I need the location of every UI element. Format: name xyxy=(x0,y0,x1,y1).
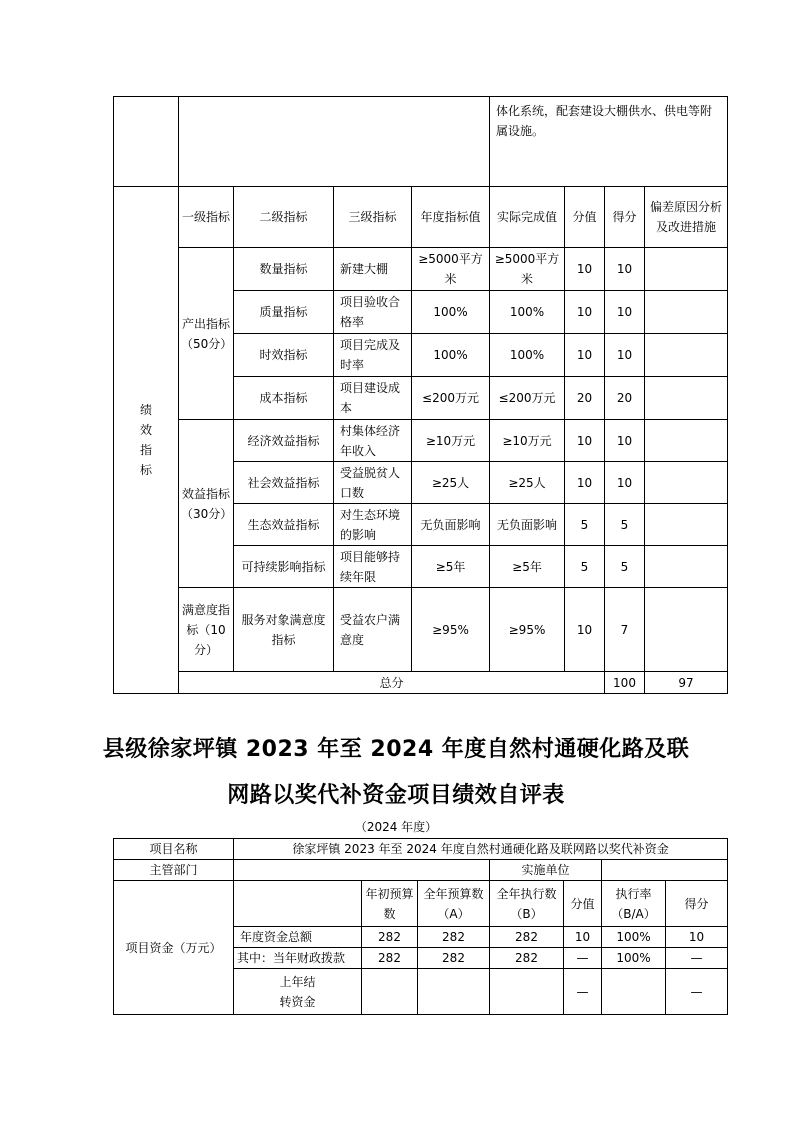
page-title-line1: 县级徐家坪镇 2023 年至 2024 年度自然村通硬化路及联 xyxy=(102,737,690,762)
value-cell xyxy=(362,969,418,1015)
note-cell xyxy=(645,504,728,546)
actual-cell: ≥95% xyxy=(490,588,565,672)
top-content-row xyxy=(114,97,728,187)
perf-label-cell: 绩效指标 xyxy=(114,187,179,694)
value-cell: 282 xyxy=(418,948,490,969)
actual-cell: ≤200万元 xyxy=(490,377,565,420)
target-cell: ≥25人 xyxy=(412,462,490,504)
got-cell: 10 xyxy=(605,462,645,504)
impl-value xyxy=(602,860,728,881)
actual-cell: ≥5000平方米 xyxy=(490,248,565,291)
actual-cell: 无负面影响 xyxy=(490,504,565,546)
actual-cell: 100% xyxy=(490,291,565,334)
project-name-row xyxy=(114,839,728,860)
fund-row-label: 上年结转资金 xyxy=(234,969,362,1015)
note-cell xyxy=(645,248,728,291)
empty-cell xyxy=(179,97,490,187)
got-cell: 10 xyxy=(605,248,645,291)
score-cell: 10 xyxy=(565,420,605,462)
top-text-cell: 体化系统，配套建设大棚供水、供电等附属设施。 xyxy=(490,97,728,187)
l2-cell: 数量指标 xyxy=(234,248,334,291)
value-cell: — xyxy=(666,969,728,1015)
dept-value xyxy=(234,860,490,881)
l3-cell: 受益农户满意度 xyxy=(334,588,412,672)
actual-cell: ≥25人 xyxy=(490,462,565,504)
target-cell: 100% xyxy=(412,291,490,334)
value-cell: 10 xyxy=(666,927,728,948)
got-cell: 10 xyxy=(605,334,645,377)
l3-cell: 项目能够持续年限 xyxy=(334,546,412,588)
actual-cell: ≥10万元 xyxy=(490,420,565,462)
header-cell: 年初预算数 xyxy=(362,881,418,927)
target-cell: ≤200万元 xyxy=(412,377,490,420)
header-row xyxy=(114,187,728,248)
score-cell: 5 xyxy=(565,546,605,588)
note-cell xyxy=(645,588,728,672)
score-cell: 10 xyxy=(565,588,605,672)
value-cell: — xyxy=(564,969,602,1015)
total-score-cell: 100 xyxy=(605,672,645,694)
table-row xyxy=(114,248,728,291)
note-cell xyxy=(645,546,728,588)
score-cell: 5 xyxy=(565,504,605,546)
value-cell xyxy=(602,969,666,1015)
target-cell: ≥5000平方米 xyxy=(412,248,490,291)
header-cell: 得分 xyxy=(605,187,645,248)
got-cell: 5 xyxy=(605,504,645,546)
l3-cell: 项目验收合格率 xyxy=(334,291,412,334)
impl-label: 实施单位 xyxy=(490,860,602,881)
target-cell: ≥10万元 xyxy=(412,420,490,462)
score-cell: 10 xyxy=(565,334,605,377)
fund-label-cell: 项目资金（万元） xyxy=(114,881,234,1015)
table-row xyxy=(114,420,728,462)
l3-cell: 项目完成及时率 xyxy=(334,334,412,377)
score-cell: 10 xyxy=(565,291,605,334)
l2-cell: 社会效益指标 xyxy=(234,462,334,504)
dept-row xyxy=(114,860,728,881)
actual-cell: 100% xyxy=(490,334,565,377)
header-cell: 偏差原因分析及改进措施 xyxy=(645,187,728,248)
got-cell: 7 xyxy=(605,588,645,672)
empty-cell xyxy=(234,881,362,927)
value-cell xyxy=(490,969,564,1015)
header-cell: 年度指标值 xyxy=(412,187,490,248)
value-cell: — xyxy=(564,948,602,969)
note-cell xyxy=(645,377,728,420)
l2-cell: 经济效益指标 xyxy=(234,420,334,462)
value-cell: 282 xyxy=(362,948,418,969)
total-row xyxy=(114,672,728,694)
header-cell: 全年执行数（B） xyxy=(490,881,564,927)
note-cell xyxy=(645,420,728,462)
total-label-cell: 总分 xyxy=(179,672,605,694)
header-cell: 全年预算数（A） xyxy=(418,881,490,927)
note-cell xyxy=(645,334,728,377)
value-cell: 282 xyxy=(490,927,564,948)
header-cell: 分值 xyxy=(564,881,602,927)
l2-cell: 时效指标 xyxy=(234,334,334,377)
target-cell: 无负面影响 xyxy=(412,504,490,546)
score-cell: 10 xyxy=(565,462,605,504)
value-cell: 100% xyxy=(602,948,666,969)
header-cell: 执行率（B/A） xyxy=(602,881,666,927)
note-cell xyxy=(645,291,728,334)
project-name-label: 项目名称 xyxy=(114,839,234,860)
value-cell: 282 xyxy=(418,927,490,948)
l3-cell: 对生态环境的影响 xyxy=(334,504,412,546)
target-cell: ≥95% xyxy=(412,588,490,672)
l2-cell: 可持续影响指标 xyxy=(234,546,334,588)
dept-label: 主管部门 xyxy=(114,860,234,881)
header-cell: 得分 xyxy=(666,881,728,927)
group-output-cell: 产出指标（50分） xyxy=(179,248,234,420)
got-cell: 20 xyxy=(605,377,645,420)
l2-cell: 生态效益指标 xyxy=(234,504,334,546)
group-benefit-cell: 效益指标（30分） xyxy=(179,420,234,588)
value-cell: — xyxy=(666,948,728,969)
total-got-cell: 97 xyxy=(645,672,728,694)
target-cell: 100% xyxy=(412,334,490,377)
header-cell: 二级指标 xyxy=(234,187,334,248)
actual-cell: ≥5年 xyxy=(490,546,565,588)
value-cell: 100% xyxy=(602,927,666,948)
year-note: （2024 年度） xyxy=(354,820,438,834)
l3-cell: 受益脱贫人口数 xyxy=(334,462,412,504)
value-cell: 10 xyxy=(564,927,602,948)
note-cell xyxy=(645,462,728,504)
value-cell: 282 xyxy=(362,927,418,948)
l3-cell: 村集体经济年收入 xyxy=(334,420,412,462)
fund-header-row xyxy=(114,881,728,927)
l2-cell: 服务对象满意度指标 xyxy=(234,588,334,672)
header-cell: 实际完成值 xyxy=(490,187,565,248)
performance-indicator-table xyxy=(113,96,728,694)
table-row xyxy=(114,588,728,672)
fund-row-label: 年度资金总额 xyxy=(234,927,362,948)
l2-cell: 成本指标 xyxy=(234,377,334,420)
target-cell: ≥5年 xyxy=(412,546,490,588)
empty-cell xyxy=(114,97,179,187)
got-cell: 10 xyxy=(605,291,645,334)
header-cell: 分值 xyxy=(565,187,605,248)
score-cell: 10 xyxy=(565,248,605,291)
fund-self-evaluation-table xyxy=(113,838,728,1015)
got-cell: 5 xyxy=(605,546,645,588)
l3-cell: 新建大棚 xyxy=(334,248,412,291)
l2-cell: 质量指标 xyxy=(234,291,334,334)
l3-cell: 项目建设成本 xyxy=(334,377,412,420)
header-cell: 一级指标 xyxy=(179,187,234,248)
project-name-value: 徐家坪镇 2023 年至 2024 年度自然村通硬化路及联网路以奖代补资金 xyxy=(234,839,728,860)
group-satisfaction-cell: 满意度指标（10分） xyxy=(179,588,234,672)
fund-row-label: 其中：当年财政拨款 xyxy=(234,948,362,969)
page-title-line2: 网路以奖代补资金项目绩效自评表 xyxy=(227,783,565,808)
header-cell: 三级指标 xyxy=(334,187,412,248)
value-cell: 282 xyxy=(490,948,564,969)
score-cell: 20 xyxy=(565,377,605,420)
got-cell: 10 xyxy=(605,420,645,462)
value-cell xyxy=(418,969,490,1015)
